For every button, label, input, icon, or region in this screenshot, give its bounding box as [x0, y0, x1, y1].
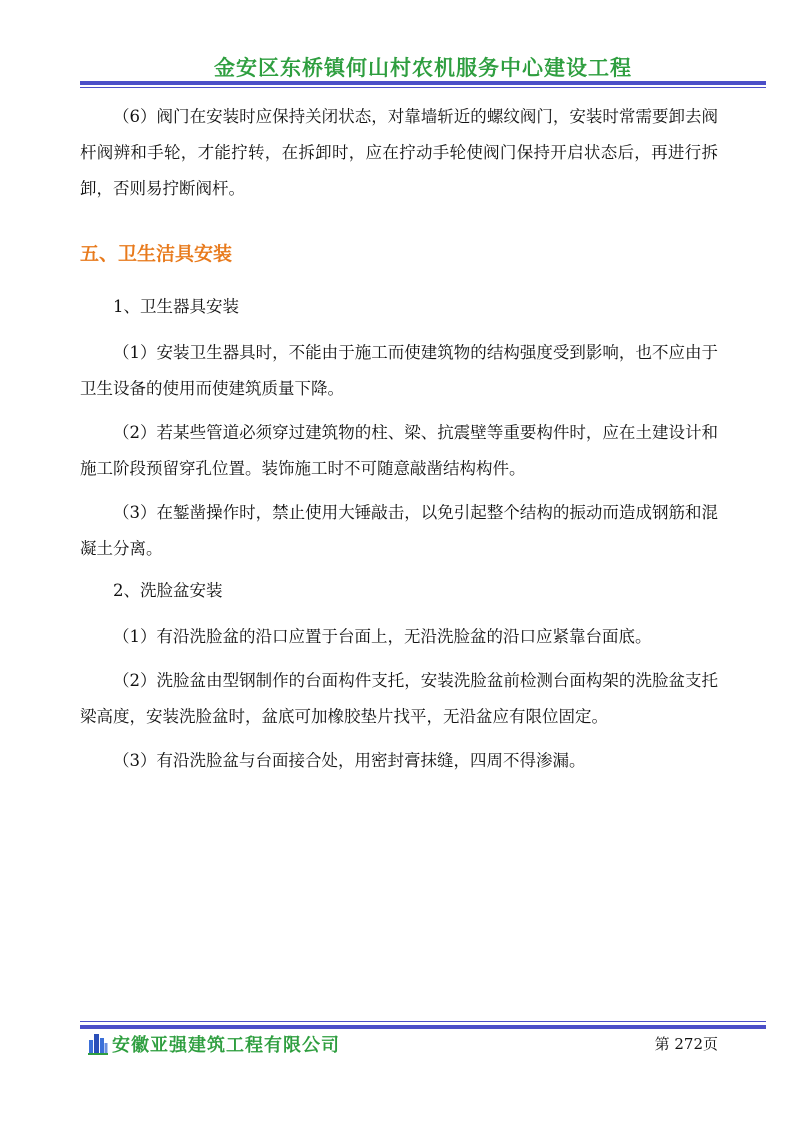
footer-rule-thin	[80, 1021, 766, 1022]
header-rule-thick	[80, 81, 766, 85]
subsection-title-fixtures: 1、卫生器具安装	[113, 297, 239, 316]
page-header	[80, 0, 766, 92]
page-number: 第 272页	[654, 1035, 718, 1053]
spacer	[80, 279, 718, 289]
list-item: （1）安装卫生器具时，不能由于施工而使建筑物的结构强度受到影响，也不应由于卫生设备的使用而使建筑质量下降。	[80, 343, 718, 398]
list-item: （3）有沿洗脸盆与台面接合处，用密封膏抹缝，四周不得渗漏。	[113, 751, 586, 770]
list-item: （3）在錾凿操作时，禁止使用大锤敲击，以免引起整个结构的振动而造成钢筋和混凝土分离。	[80, 503, 718, 558]
building-logo-icon	[88, 1031, 108, 1055]
page-footer	[80, 1017, 766, 1067]
footer-rule-thick	[80, 1025, 766, 1029]
subsection-title-washbasin: 2、洗脸盆安装	[113, 581, 223, 600]
company-name: 安徽亚强建筑工程有限公司	[112, 1035, 340, 1056]
list-item: （2）若某些管道必须穿过建筑物的柱、梁、抗震壁等重要构件时，应在土建设计和施工阶段预留穿孔位置。装饰施工时不可随意敲凿结构构件。	[80, 423, 718, 478]
list-item: （1）有沿洗脸盆的沿口应置于台面上，无沿洗脸盆的沿口应紧靠台面底。	[113, 627, 652, 646]
section-heading: 五、卫生洁具安装	[80, 243, 233, 265]
header-rule-thin	[80, 87, 766, 88]
document-body	[80, 99, 718, 779]
spacer	[80, 207, 718, 229]
intro-paragraph: （6）阀门在安装时应保持关闭状态，对靠墙斩近的螺纹阀门，安装时常需要卸去阀杆阀辨和手轮，才能拧转，在拆卸时，应在拧动手轮使阀门保持开启状态后，再进行拆卸，否则易拧断阀杆。	[80, 107, 718, 198]
header-title: 金安区东桥镇何山村农机服务中心建设工程	[214, 56, 632, 80]
list-item: （2）洗脸盆由型钢制作的台面构件支托，安装洗脸盆前检测台面构架的洗脸盆支托梁高度，安装洗脸盆时，盆底可加橡胶垫片找平，无沿盆应有限位固定。	[80, 671, 718, 726]
